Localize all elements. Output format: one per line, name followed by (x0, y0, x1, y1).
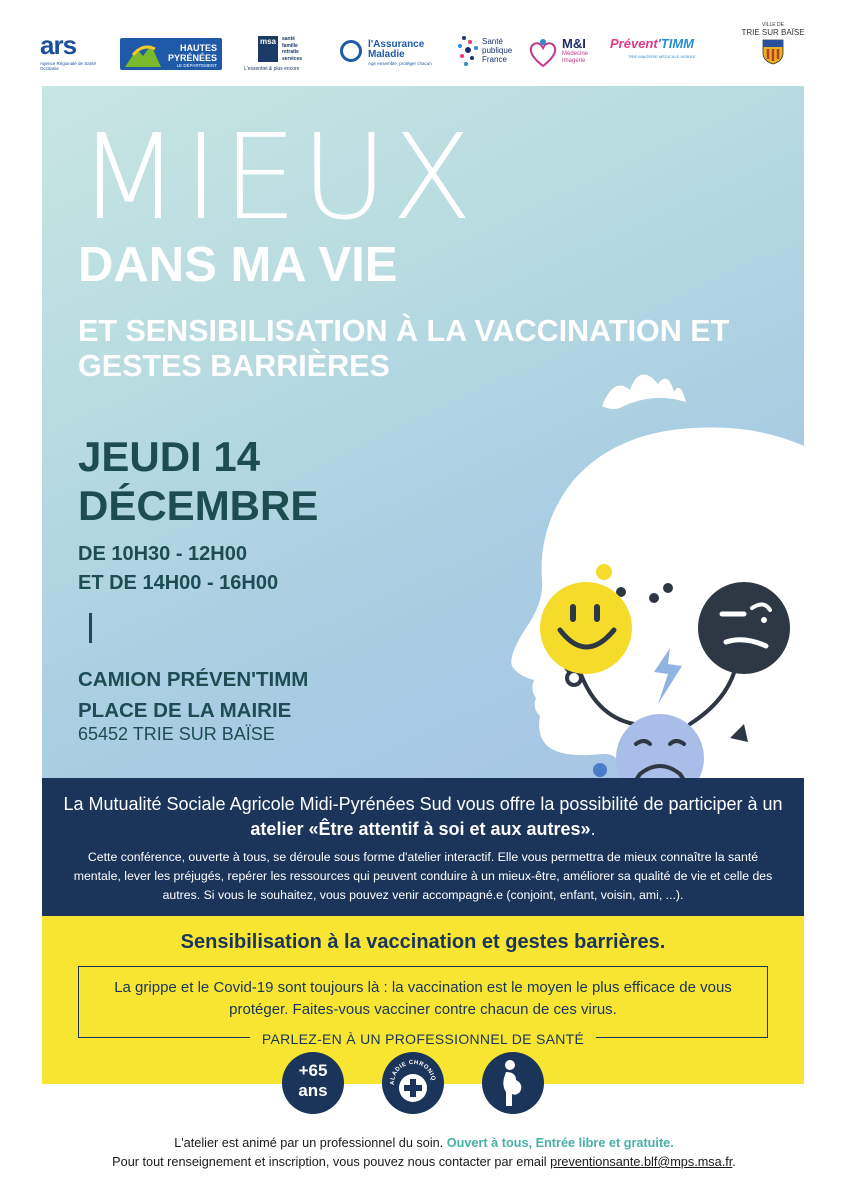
mi-logo (526, 34, 596, 74)
footer-line1 (0, 1134, 848, 1153)
pregnant-woman-icon (482, 1052, 544, 1114)
sante-publique-line: publique (482, 46, 513, 55)
over-65-label (282, 1061, 344, 1101)
hero-title: MIEUX (78, 108, 477, 246)
pregnancy-icon (482, 1052, 544, 1114)
msa-line: services (282, 55, 303, 62)
medical-cross-icon (382, 1052, 444, 1114)
workshop-name: atelier «Être attentif à soi et aux autres» (250, 819, 591, 839)
ars-logo-mark: ars (40, 30, 77, 60)
event-date-day: JEUDI 14 (78, 433, 261, 480)
call-to-action-text: PARLEZ-EN À UN PROFESSIONNEL DE SANTÉ (250, 1031, 596, 1047)
msa-line: santé (282, 36, 296, 42)
partner-logos (40, 22, 810, 82)
call-to-action (42, 1031, 804, 1049)
ars-logo (40, 30, 100, 70)
footer-line2 (0, 1153, 848, 1172)
vaccination-heading: Sensibilisation à la vaccination et gestes barrières. (180, 931, 666, 953)
heart-figure-icon (526, 36, 560, 70)
mi-logo-mark: M&I (562, 36, 586, 51)
mi-line: Médecine (562, 51, 589, 57)
assurance-maladie-line1: l'Assurance (368, 39, 425, 50)
workshop-section (42, 778, 804, 916)
mi-logo-lines (562, 51, 588, 65)
timm-name: 'TIMM (657, 36, 695, 51)
vaccination-text: La grippe et le Covid-19 sont toujours là : la vaccination est le moyen le plus efficace de vous protéger. Faites-vous vacciner contre chacun de ces virus. (114, 979, 732, 1018)
chronic-disease-icon (382, 1052, 444, 1114)
msa-logo-mark: msa (258, 36, 278, 62)
assurance-maladie-logo (338, 36, 438, 70)
event-date (78, 432, 318, 530)
sante-publique-line: France (482, 55, 507, 64)
chronic-disease-label: ALADIE CHRONIQ (389, 1059, 436, 1086)
assurance-maladie-name (368, 40, 424, 60)
happy-face-icon (540, 582, 632, 674)
prevent-name: Prévent (610, 36, 658, 51)
workshop-description: Cette conférence, ouverte à tous, se déroule sous forme d'atelier interactif. Elle vous permettra de mieux connaître la santé mentale, lever les préjugés, repérer les ressources qui peuvent conduire à un mieux-être, améliorer sa qualité de vie et celle des autres. Si vous le souhaitez, vous pouvez venir accompagné.e (conjoint, enfant, voisin, ami, ...). (73, 850, 773, 902)
contact-email-link[interactable]: preventionsante.blf@mps.msa.fr (550, 1155, 733, 1169)
event-city: 65452 TRIE SUR BAÏSE (78, 724, 275, 744)
sante-publique-logo (456, 34, 526, 74)
hero-tagline: ET SENSIBILISATION À LA VACCINATION ET GESTES BARRIÈRES (78, 314, 730, 383)
event-hours-afternoon: ET DE 14H00 - 16H00 (78, 572, 279, 594)
hautes-pyrenees-line2: PYRÉNÉES (167, 53, 217, 63)
footer-free-entry: Ouvert à tous, Entrée libre et gratuite. (446, 1136, 674, 1150)
prevent-timm-tagline: TRIE IMAGERIE MÉDICALE MOBILE (628, 54, 696, 59)
assurance-maladie-ring-icon (340, 40, 362, 62)
event-place (78, 664, 308, 726)
footer (0, 1134, 848, 1172)
event-hours-morning: DE 10H30 - 12H00 (78, 543, 247, 565)
event-place-line2: PLACE DE LA MAIRIE (78, 699, 292, 722)
over-65-line2: ans (298, 1081, 328, 1100)
over-65-icon (282, 1052, 344, 1114)
mountain-icon (123, 39, 163, 69)
assurance-maladie-line2: Maladie (368, 49, 405, 60)
hautes-pyrenees-line3: LE DÉPARTEMENT (176, 63, 217, 68)
sante-publique-name (482, 37, 512, 64)
msa-tagline: L'essentiel & plus encore (244, 66, 300, 72)
hair-icon (602, 374, 686, 409)
msa-logo-lines (282, 36, 302, 62)
assurance-maladie-tagline: Agir ensemble, protéger chacun (368, 61, 432, 66)
vaccination-box (78, 966, 768, 1038)
event-place-line1: CAMION PRÉVEN'TIMM (78, 668, 309, 691)
event-date-month: DÉCEMBRE (78, 482, 319, 529)
over-65-line1: +65 (298, 1061, 328, 1080)
msa-line: retraite (282, 49, 299, 55)
sante-publique-line: Santé (482, 37, 503, 46)
hautes-pyrenees-logo (120, 38, 222, 70)
msa-line: famille (282, 42, 298, 49)
trie-line2: TRIE SUR BAÏSE (741, 28, 805, 37)
footer-info: L'atelier est animé par un professionnel du soin. (174, 1136, 447, 1150)
prevent-timm-name (610, 36, 720, 51)
footer-end: . (732, 1155, 736, 1169)
hautes-pyrenees-line1: HAUTES (179, 43, 217, 53)
workshop-lead-end: . (590, 819, 596, 839)
dots-icon (456, 34, 480, 68)
trie-line1: VILLE DE (762, 22, 784, 28)
hero-subtitle: DANS MA VIE (78, 238, 398, 292)
prevent-timm-logo (610, 36, 720, 70)
workshop-lead (62, 792, 784, 842)
event-hours (78, 540, 278, 598)
workshop-lead-text: La Mutualité Sociale Agricole Midi-Pyrénées Sud vous offre la possibilité de participer à un (63, 794, 783, 814)
hero-section (42, 86, 804, 778)
msa-logo (240, 32, 328, 76)
coat-of-arms-icon (762, 39, 784, 65)
trie-sur-baise-logo (736, 22, 810, 74)
ars-logo-subtitle: Agence Régionale de Santé Occitanie (40, 61, 97, 71)
separator (89, 613, 92, 643)
mi-line: Imagerie (562, 58, 586, 64)
skeptical-face-icon (698, 582, 790, 674)
head-illustration (454, 366, 804, 778)
footer-contact: Pour tout renseignement et inscription, vous pouvez nous contacter par email (112, 1155, 551, 1169)
